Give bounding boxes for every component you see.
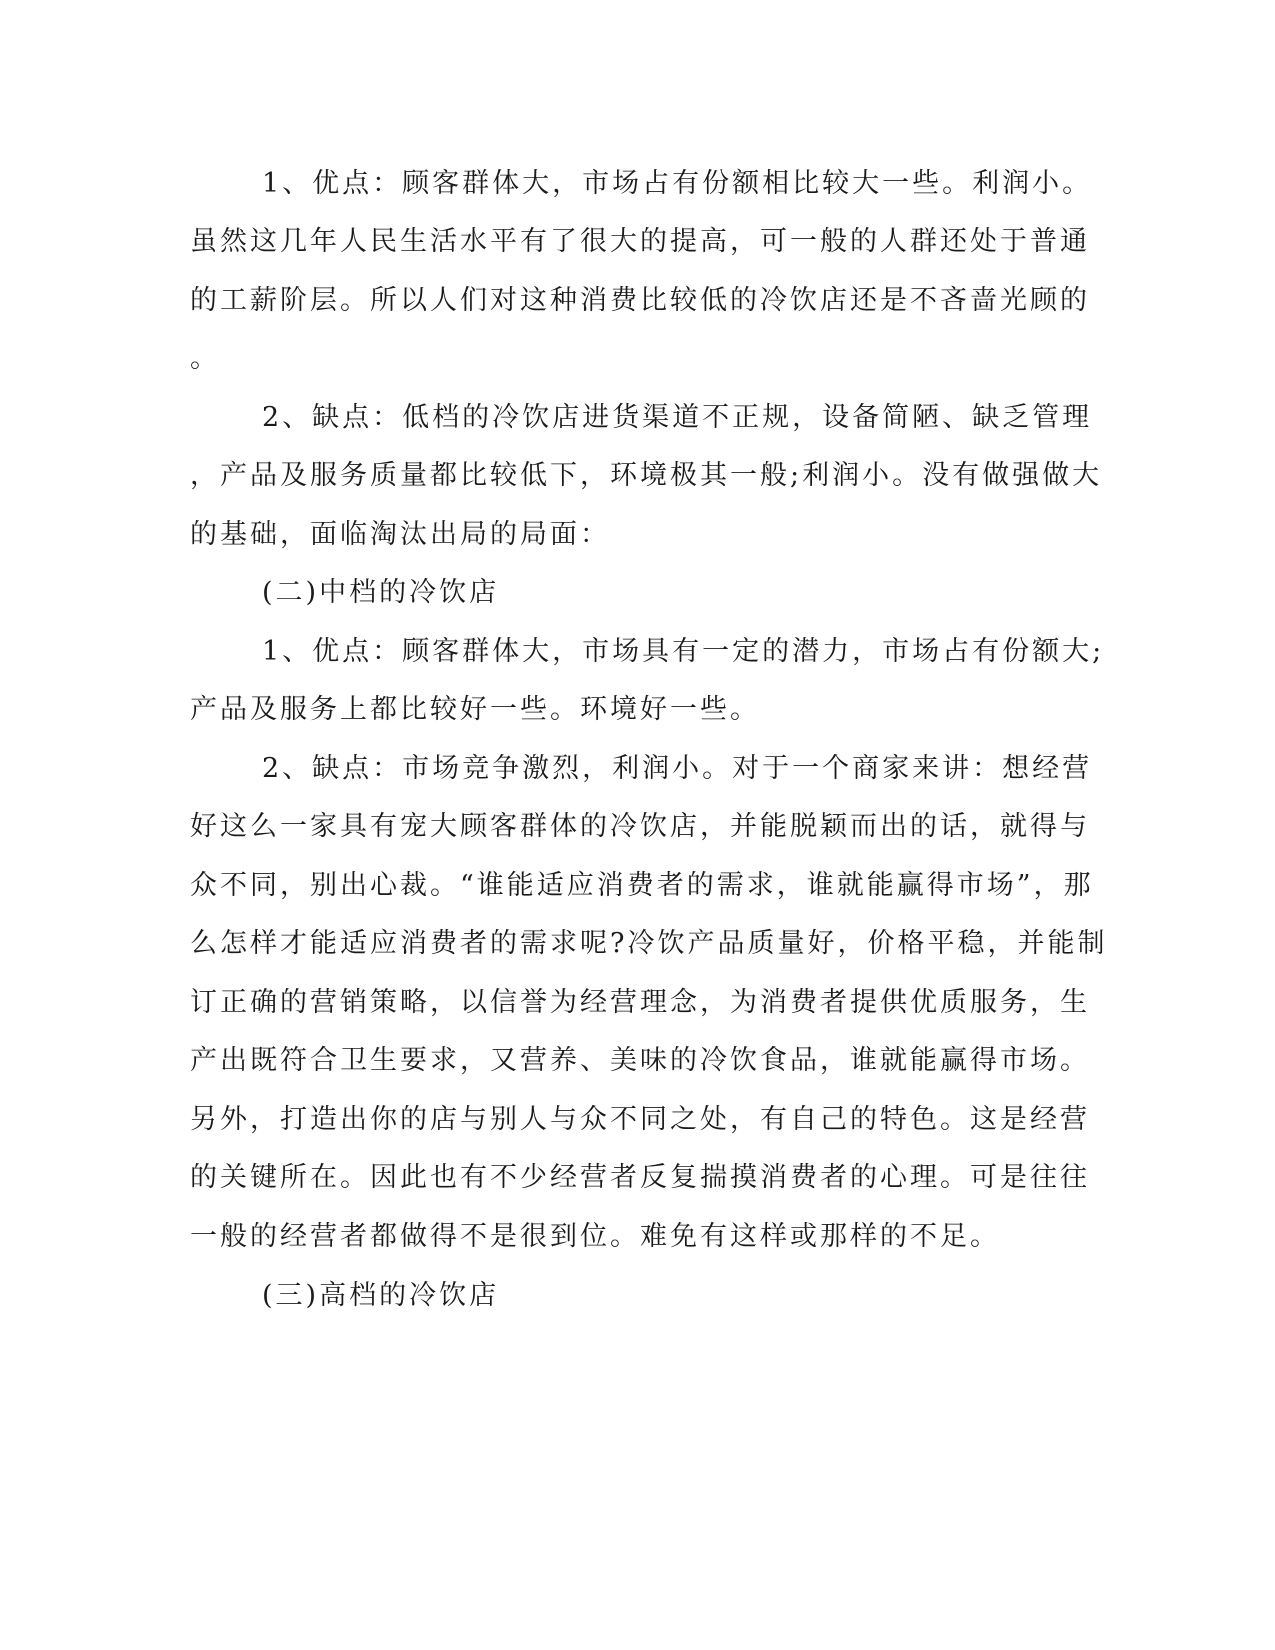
paragraph-line: 么怎样才能适应消费者的需求呢?冷饮产品质量好，价格平稳，并能制 <box>190 928 1108 959</box>
paragraph-line: 产出既符合卫生要求，又营养、美味的冷饮食品，谁就能赢得市场。 <box>190 1045 1090 1076</box>
paragraph-line: 。 <box>190 343 220 374</box>
paragraph-line: 众不同，别出心裁。“谁能适应消费者的需求，谁就能赢得市场”，那 <box>190 870 1094 901</box>
paragraph-line: 1、优点：顾客群体大，市场具有一定的潜力，市场占有份额大; <box>262 636 1105 667</box>
paragraph-line: 订正确的营销策略，以信誉为经营理念，为消费者提供优质服务，生 <box>190 987 1090 1018</box>
paragraph-line: 的基础，面临淘汰出局的局面： <box>190 519 610 550</box>
paragraph-line: 2、缺点：低档的冷饮店进货渠道不正规，设备简陋、缺乏管理 <box>262 402 1093 433</box>
paragraph-line: 产品及服务上都比较好一些。环境好一些。 <box>190 694 760 725</box>
paragraph-line: 的工薪阶层。所以人们对这种消费比较低的冷饮店还是不吝啬光顾的 <box>190 285 1090 316</box>
paragraph-line: 的关键所在。因此也有不少经营者反复揣摸消费者的心理。可是往往 <box>190 1162 1090 1193</box>
paragraph-line: 虽然这几年人民生活水平有了很大的提高，可一般的人群还处于普通 <box>190 226 1090 257</box>
paragraph-line: ，产品及服务质量都比较低下，环境极其一般;利润小。没有做强做大 <box>190 460 1103 491</box>
paragraph-line: 一般的经营者都做得不是很到位。难免有这样或那样的不足。 <box>190 1221 1000 1252</box>
paragraph-line: 2、缺点：市场竞争激烈，利润小。对于一个商家来讲：想经营 <box>262 753 1093 784</box>
paragraph-line: 好这么一家具有宠大顾客群体的冷饮店，并能脱颖而出的话，就得与 <box>190 811 1090 842</box>
section-heading: (三)高档的冷饮店 <box>262 1280 500 1311</box>
paragraph-line: 另外，打造出你的店与别人与众不同之处，有自己的特色。这是经营 <box>190 1104 1090 1135</box>
paragraph-line: 1、优点：顾客群体大，市场占有份额相比较大一些。利润小。 <box>262 168 1093 199</box>
section-heading: (二)中档的冷饮店 <box>262 577 500 608</box>
